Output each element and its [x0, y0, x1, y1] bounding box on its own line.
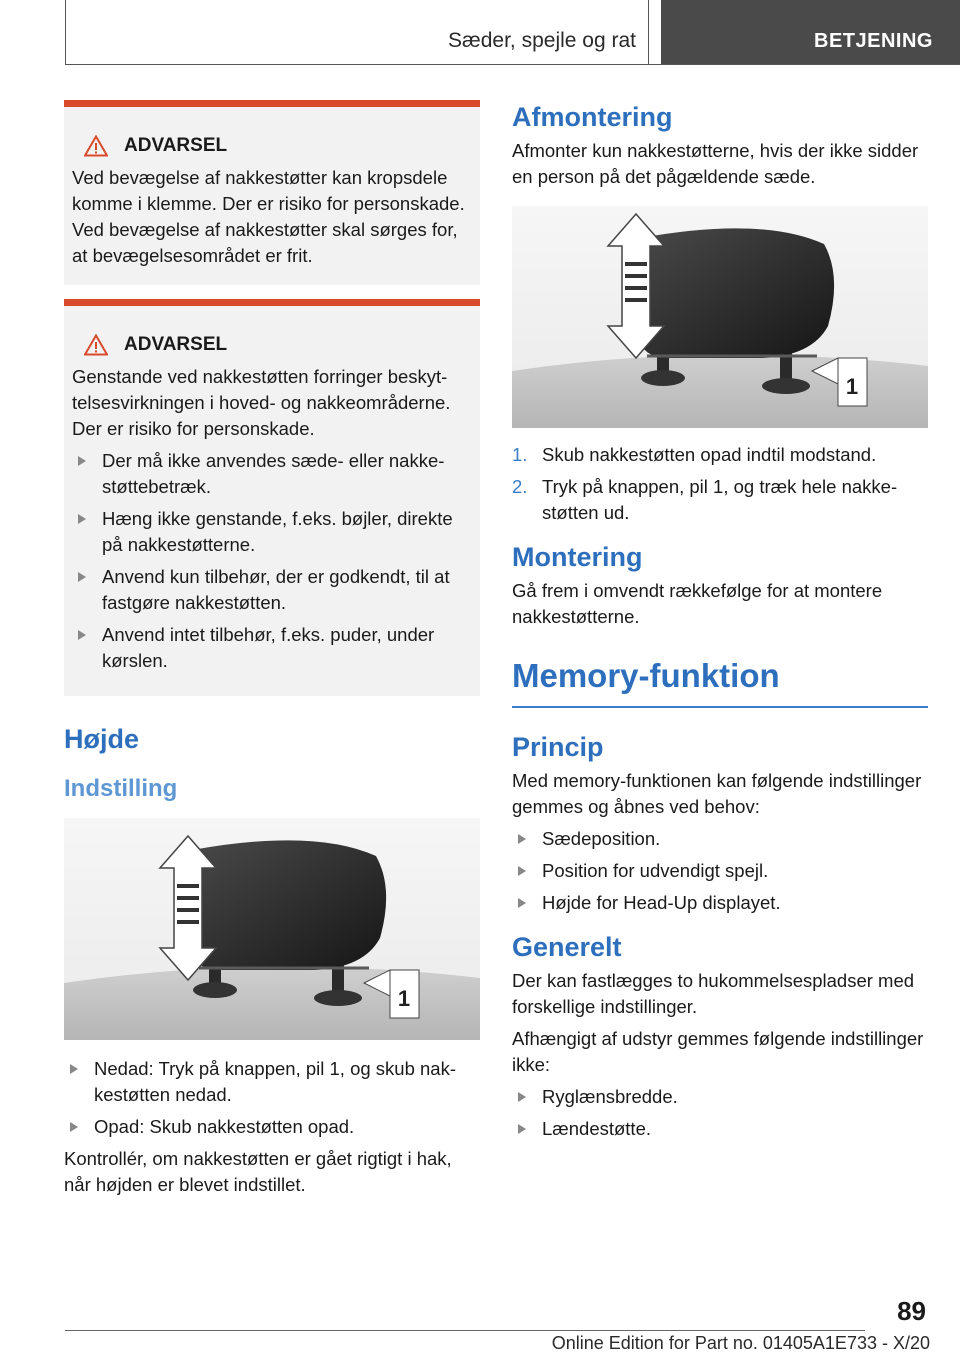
list-item: Anvend intet tilbehør, f.eks. puder, under kørslen.	[72, 622, 468, 674]
heading-montering: Montering	[512, 542, 643, 572]
list-item: Anvend kun tilbehør, der er godkendt, til at fastgøre nakkestøtten.	[72, 564, 468, 616]
warning-title-1	[72, 133, 468, 159]
removal-steps	[512, 442, 928, 526]
left-column	[64, 100, 480, 1198]
warning-box-2	[64, 299, 480, 696]
princip-list	[512, 826, 928, 916]
warning-title-2	[72, 332, 468, 358]
check-paragraph: Kontrollér, om nakkestøtten er gået rigtigt i hak, når højden er blevet indstillet.	[64, 1148, 452, 1195]
heading-hojde: Højde	[64, 724, 140, 754]
afmontering-paragraph: Afmonter kun nakkestøtterne, hvis der ikke sidder en person på det pågældende sæde.	[512, 140, 919, 187]
step-text: Skub nakkestøtten opad indtil modstand.	[542, 444, 877, 465]
generelt-list	[512, 1084, 928, 1142]
list-item: Sædeposition.	[512, 826, 928, 852]
list-item: Position for udvendigt spejl.	[512, 858, 928, 884]
header-left-line	[65, 0, 66, 65]
list-item	[512, 474, 928, 526]
footer-rule	[65, 1330, 865, 1331]
list-item: Opad: Skub nakkestøtten opad.	[64, 1114, 480, 1140]
step-text: Tryk på knappen, pil 1, og træk hele nakkestøtten ud.	[542, 476, 898, 523]
header-section-title: Sæder, spejle og rat	[448, 29, 636, 52]
header-rule	[65, 64, 960, 65]
figure-callout-label: 1	[397, 986, 411, 1011]
list-item: Højde for Head-Up displayet.	[512, 890, 928, 916]
princip-paragraph: Med memory-funktionen kan følgende indstillinger gemmes og åbnes ved behov:	[512, 770, 922, 817]
warning-title-text: ADVARSEL	[124, 334, 228, 355]
warning-list	[72, 448, 468, 674]
header-middle-line	[648, 0, 649, 65]
heading-memory-funktion: Memory-funktion	[512, 656, 928, 708]
warning-triangle-icon	[84, 334, 108, 356]
headrest-adjust-illustration	[64, 818, 480, 1040]
warning-text-1: Ved bevægelse af nakkestøtter kan kropsdele komme i klemme. Der er risiko for personskade. Ved bevægelse af nakkestøtter skal sørges for, at bevægelsesområdet er frit.	[72, 167, 465, 266]
headrest-removal-illustration	[512, 206, 928, 428]
generelt-paragraph-1: Der kan fastlægges to hukommelsespladser med forskellige indstillinger.	[512, 970, 915, 1017]
heading-generelt: Generelt	[512, 932, 622, 962]
list-item: Nedad: Tryk på knappen, pil 1, og skub nakkestøtten nedad.	[64, 1056, 480, 1108]
montering-paragraph: Gå frem i omvendt rækkefølge for at montere nakkestøtterne.	[512, 580, 883, 627]
list-item: Hæng ikke genstande, f.eks. bøjler, direkte på nakkestøtterne.	[72, 506, 468, 558]
warning-triangle-icon	[84, 135, 108, 157]
heading-indstilling: Indstilling	[64, 775, 178, 802]
list-item: Lændestøtte.	[512, 1116, 928, 1142]
step-number: 2.	[512, 476, 528, 497]
warning-box-1	[64, 100, 480, 285]
list-item	[512, 442, 928, 468]
generelt-paragraph-2: Afhængigt af udstyr gemmes følgende indstillinger ikke:	[512, 1028, 924, 1075]
step-number: 1.	[512, 444, 528, 465]
list-item: Ryglænsbredde.	[512, 1084, 928, 1110]
list-item: Der må ikke anvendes sæde- eller nakkestøttebetræk.	[72, 448, 468, 500]
warning-text-2: Genstande ved nakkestøtten forringer beskyttelsesvirkningen i hoved- og nakkeområderne. Der er risiko for personskade.	[72, 366, 451, 439]
footer-edition: Online Edition for Part no. 01405A1E733 - X/20	[551, 1333, 930, 1353]
adjust-list	[64, 1056, 480, 1140]
heading-afmontering: Afmontering	[512, 102, 673, 132]
page-number: 89	[897, 1296, 926, 1326]
figure-callout-label: 1	[845, 374, 859, 399]
right-column	[512, 100, 928, 1148]
heading-princip: Princip	[512, 732, 604, 762]
header-chapter-label: BETJENING	[814, 30, 933, 52]
warning-title-text: ADVARSEL	[124, 135, 228, 156]
